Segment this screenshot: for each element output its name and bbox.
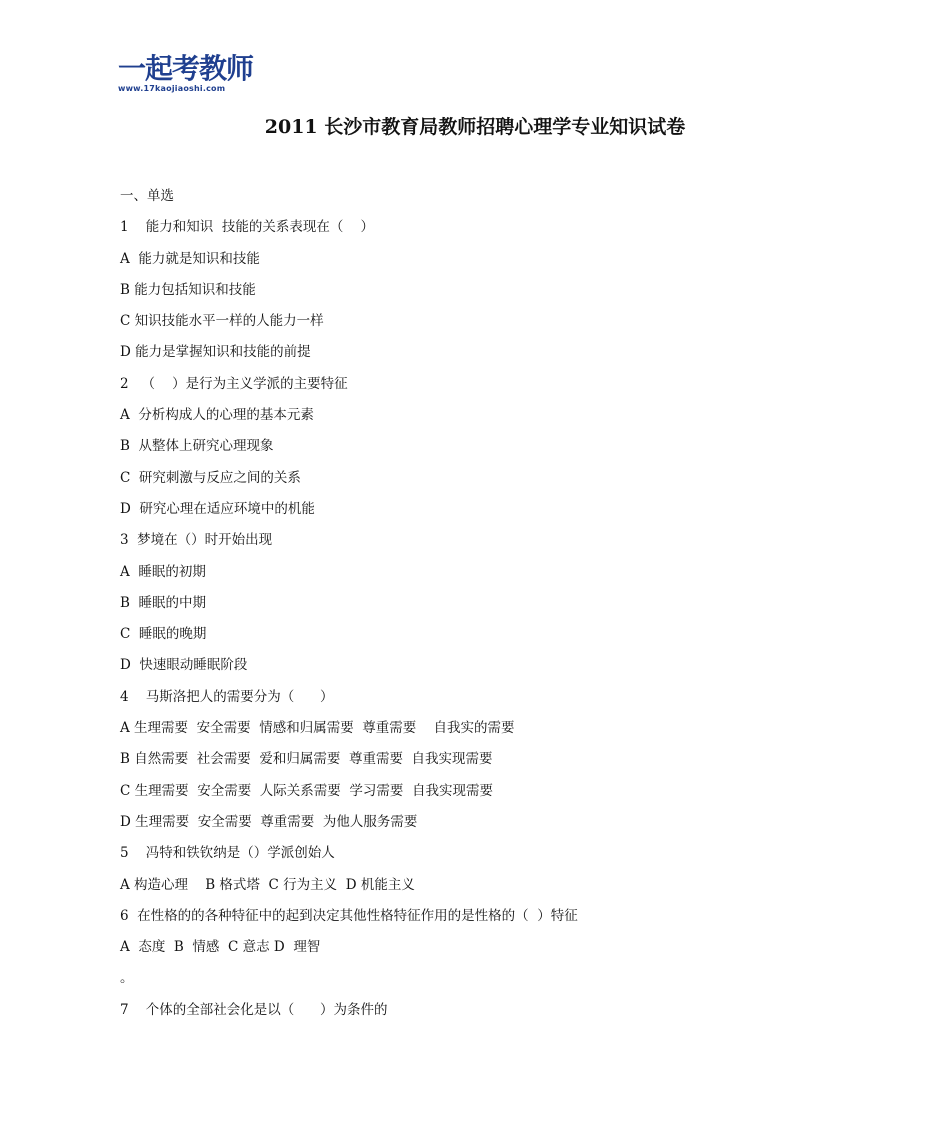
option-4d: D 生理需要 安全需要 尊重需要 为他人服务需要 [120, 813, 418, 830]
question-5: 5 冯特和铁钦纳是（）学派创始人 [120, 845, 335, 862]
option-2a: A 分析构成人的心理的基本元素 [120, 407, 314, 424]
option-2c: C 研究刺激与反应之间的关系 [120, 469, 301, 486]
option-1c: C 知识技能水平一样的人能力一样 [120, 313, 324, 330]
question-4: 4 马斯洛把人的需要分为（ ） [120, 688, 334, 705]
document-title: 2011 长沙市教育局教师招聘心理学专业知识试卷 [264, 116, 686, 138]
logo [118, 54, 258, 96]
options-5: A 构造心理 B 格式塔 C 行为主义 D 机能主义 [120, 876, 415, 893]
question-3: 3 梦境在（）时开始出现 [120, 532, 273, 549]
option-3c: C 睡眠的晚期 [120, 626, 207, 643]
option-2b: B 从整体上研究心理现象 [120, 438, 274, 455]
stray-mark: 。 [120, 970, 134, 987]
question-6: 6 在性格的的各种特征中的起到决定其他性格特征作用的是性格的（ ）特征 [120, 907, 578, 924]
logo-text: 一起考教师 [118, 52, 254, 85]
option-4a: A 生理需要 安全需要 情感和归属需要 尊重需要 自我实的需要 [120, 720, 515, 737]
option-1a: A 能力就是知识和技能 [120, 250, 260, 267]
option-2d: D 研究心理在适应环境中的机能 [120, 500, 315, 517]
question-1: 1 能力和知识 技能的关系表现在（ ） [120, 219, 375, 236]
option-4b: B 自然需要 社会需要 爱和归属需要 尊重需要 自我实现需要 [120, 751, 493, 768]
question-7: 7 个体的全部社会化是以（ ）为条件的 [120, 1001, 388, 1018]
exam-content [120, 182, 840, 1027]
option-4c: C 生理需要 安全需要 人际关系需要 学习需要 自我实现需要 [120, 782, 493, 799]
option-3a: A 睡眠的初期 [120, 563, 206, 580]
question-2: 2 （ ）是行为主义学派的主要特征 [120, 375, 348, 392]
logo-url: www.17kaojiaoshi.com [118, 84, 226, 93]
section-heading: 一、单选 [120, 188, 174, 204]
option-3d: D 快速眼动睡眠阶段 [120, 657, 248, 674]
option-3b: B 睡眠的中期 [120, 594, 207, 611]
options-6: A 态度 B 情感 C 意志 D 理智 [120, 939, 321, 956]
option-1d: D 能力是掌握知识和技能的前提 [120, 344, 311, 361]
option-1b: B 能力包括知识和技能 [120, 281, 256, 298]
